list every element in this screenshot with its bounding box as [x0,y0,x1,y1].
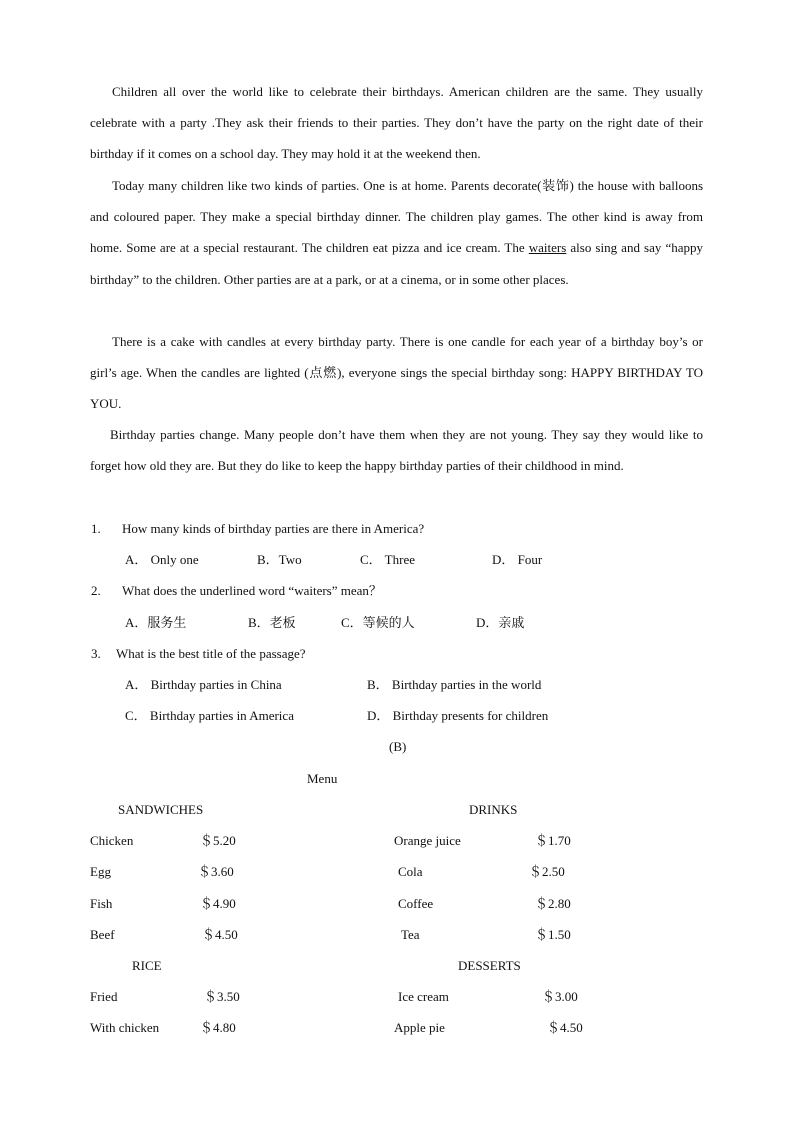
menu-item-price: ＄4.50 [202,927,238,942]
question-1-text: How many kinds of birthday parties are there in America? [122,521,425,536]
question-2-option-c: C．等候的人 [341,615,415,630]
question-1-option-d: D． Four [492,552,543,567]
menu-item-name: Chicken [90,833,134,848]
question-2-option-b: B．老板 [248,615,296,630]
menu-item-price: ＄1.70 [535,833,571,848]
paragraph-2-text-end: also sing and say “happy birthday” to the children. Other parties are at a park, or at a cinema, or in some other places. [90,240,703,287]
question-3-text: What is the best title of the passage? [116,646,306,661]
menu-item-name: Apple pie [394,1020,445,1035]
question-3-option-c: C． Birthday parties in America [125,708,294,723]
menu-item-name: Tea [401,927,420,942]
question-1-number: 1. [91,521,101,536]
question-3-number: 3. [91,646,101,661]
passage-paragraph-3: There is a cake with candles at every birthday party. There is one candle for each year of a birthday boy’s or girl’s age. When the candles are lighted (点燃), everyone sings the special birthday song: HAPPY BIRTHDAY TO YOU. [90,334,703,412]
question-3-option-a: A． Birthday parties in China [125,677,282,692]
menu-item-price: ＄3.00 [542,989,578,1004]
menu-item-price: ＄4.90 [200,896,236,911]
underlined-word-waiters: waiters [528,240,567,256]
paragraph-2-text-start: Today many children like two kinds of parties. One is at home. Parents decorate(装饰) the house with balloons and coloured paper. They make a special birthday dinner. The children play games. The other kind is away from home. Some are at a special restaurant. The children eat pizza and ice cream. The [90,178,703,256]
menu-item-price: ＄3.60 [198,864,234,879]
question-2-option-a: A．服务生 [125,615,187,630]
menu-item-name: Fish [90,896,113,911]
question-3-option-b: B． Birthday parties in the world [367,677,542,692]
section-b-label: (B) [389,739,407,754]
menu-item-name: Orange juice [394,833,461,848]
passage-paragraph-1: Children all over the world like to celebrate their birthdays. American children are the same. They usually celebrate with a party .They ask their friends to their parties. They don’t have the party on the right date of their birthday if it comes on a school day. They may hold it at the weekend then. [90,84,703,162]
menu-title: Menu [307,771,338,786]
menu-item-price: ＄4.50 [547,1020,583,1035]
menu-item-price: ＄3.50 [204,989,240,1004]
menu-item-name: Coffee [398,896,434,911]
menu-item-price: ＄4.80 [200,1020,236,1035]
question-1-option-c: C． Three [360,552,415,567]
rice-heading: RICE [132,958,162,973]
desserts-heading: DESSERTS [458,958,521,973]
menu-item-name: Beef [90,927,115,942]
question-2-option-d: D．亲戚 [476,615,525,630]
drinks-heading: DRINKS [469,802,518,817]
sandwiches-heading: SANDWICHES [118,802,204,817]
menu-item-price: ＄2.50 [529,864,565,879]
menu-item-price: ＄5.20 [200,833,236,848]
menu-item-name: Egg [90,864,111,879]
menu-item-price: ＄2.80 [535,896,571,911]
question-2-number: 2. [91,583,101,598]
menu-item-price: ＄1.50 [535,927,571,942]
menu-item-name: Cola [398,864,423,879]
question-2-text: What does the underlined word “waiters” mean？ [122,583,382,598]
passage-paragraph-4: Birthday parties change. Many people don’t have them when they are not young. They say they would like to forget how old they are. But they do like to keep the happy birthday parties of their childhood in mind. [90,427,703,474]
menu-item-name: Fried [90,989,118,1004]
passage-paragraph-2 [90,170,703,295]
question-3-option-d: D． Birthday presents for children [367,708,549,723]
menu-item-name: Ice cream [398,989,449,1004]
question-1-option-b: B．Two [257,552,302,567]
menu-item-name: With chicken [90,1020,160,1035]
question-1-option-a: A． Only one [125,552,199,567]
